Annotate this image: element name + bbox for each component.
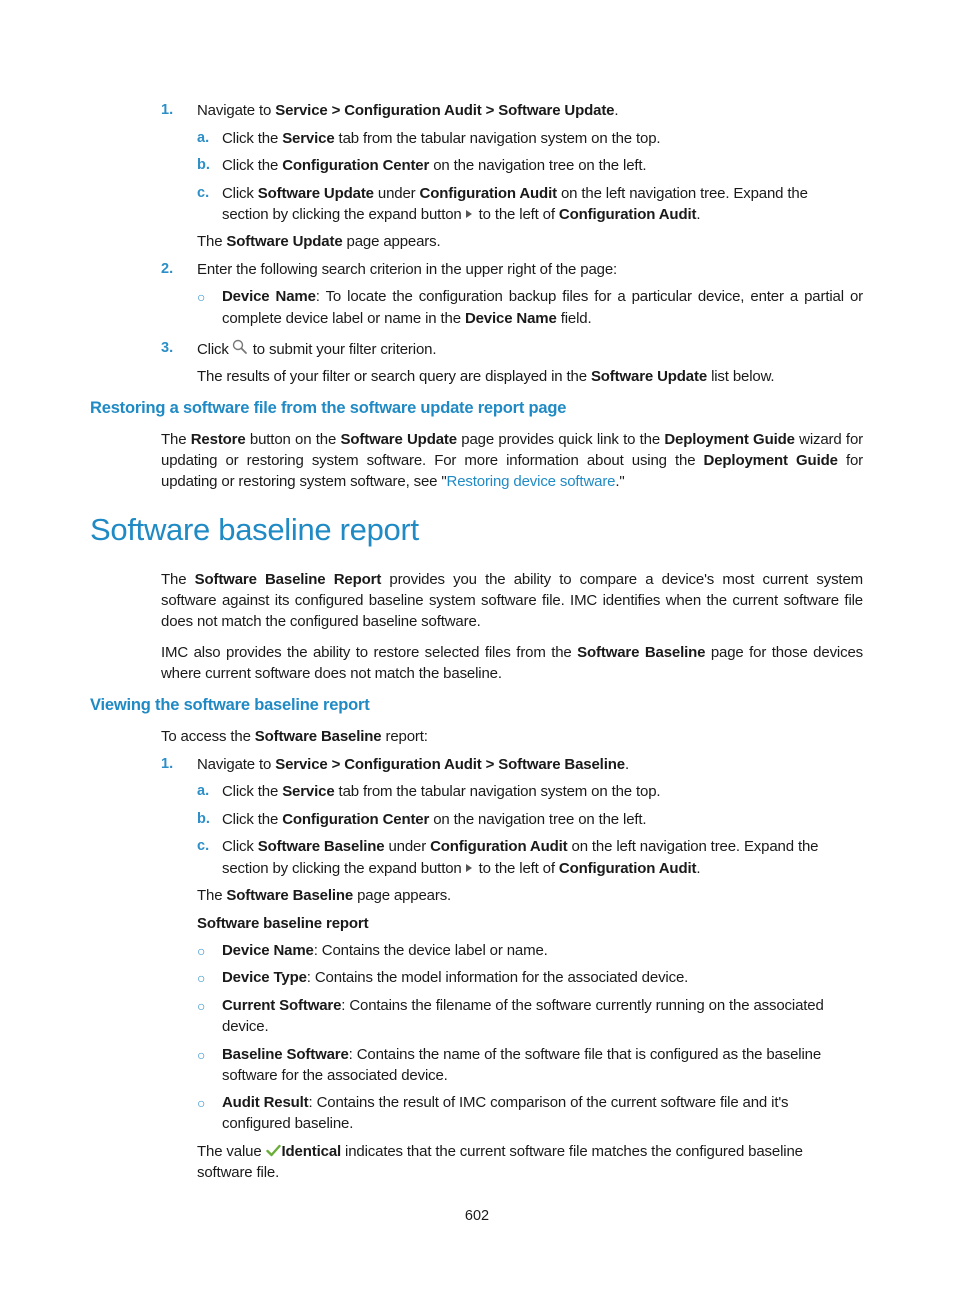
report-title: Software baseline report — [197, 915, 369, 932]
substep-text: section by clicking the expand button to the left of Configuration Audit. — [222, 860, 701, 877]
bullet-marker: ○ — [197, 289, 206, 305]
bullet-text: complete device label or name in the Device Name field. — [222, 310, 592, 327]
bullet-text: Audit Result: Contains the result of IMC comparison of the current software file and it's — [222, 1094, 789, 1111]
substep-text: Click Software Baseline under Configuration Audit on the left navigation tree. Expand the — [222, 838, 819, 855]
step-text: Navigate to Service > Configuration Audit > Software Baseline. — [197, 756, 629, 773]
bullet-text: software for the associated device. — [222, 1067, 448, 1084]
result-text: The results of your filter or search query are displayed in the Software Update list below. — [197, 368, 775, 385]
step-text: Navigate to Service > Configuration Audit > Software Update. — [197, 102, 619, 119]
section-heading: Restoring a software file from the software update report page — [90, 399, 567, 417]
paragraph-line: The value Identical indicates that the current software file matches the configured baseline — [197, 1143, 803, 1160]
paragraph-line: To access the Software Baseline report: — [161, 728, 428, 745]
bullet-text: Baseline Software: Contains the name of the software file that is configured as the baseline — [222, 1046, 822, 1063]
restoring-device-software-link[interactable]: Restoring device software — [446, 473, 616, 490]
substep-text: Click the Service tab from the tabular navigation system on the top. — [222, 130, 661, 147]
bullet-text: configured baseline. — [222, 1115, 354, 1132]
checkmark-icon — [266, 1144, 281, 1157]
step-number: 1. — [161, 756, 174, 772]
bullet-text: Device Type: Contains the model information for the associated device. — [222, 969, 689, 986]
page-number: 602 — [464, 1208, 490, 1224]
substep-letter: b. — [197, 157, 210, 173]
paragraph-line: software file. — [197, 1164, 280, 1181]
substep-text: section by clicking the expand button to the left of Configuration Audit. — [222, 206, 701, 223]
bullet-marker: ○ — [197, 1047, 206, 1063]
substep-letter: b. — [197, 811, 210, 827]
paragraph-line: does not match the configured baseline software. — [161, 613, 481, 630]
section-heading: Viewing the software baseline report — [90, 696, 370, 714]
paragraph-line: software against its configured baseline system software file. IMC identifies when the current software file — [161, 592, 863, 609]
search-icon — [231, 338, 249, 356]
paragraph-line: IMC also provides the ability to restore selected files from the Software Baseline page for those devices — [161, 644, 863, 661]
step-text: Click to submit your filter criterion. — [197, 338, 436, 360]
paragraph-line: The Restore button on the Software Update page provides quick link to the Deployment Guide wizard for — [161, 431, 863, 448]
substep-letter: a. — [197, 130, 210, 146]
paragraph-line: updating or restoring system software, see "Restoring device software." — [161, 473, 625, 490]
bullet-marker: ○ — [197, 970, 206, 986]
step-number: 3. — [161, 340, 174, 356]
paragraph-line: updating or restoring system software. For more information about using the Deployment Guide for — [161, 452, 863, 469]
substep-letter: c. — [197, 185, 210, 201]
step-number: 2. — [161, 261, 174, 277]
expand-arrow-icon — [466, 864, 472, 872]
step-number: 1. — [161, 102, 174, 118]
substep-text: Click the Service tab from the tabular navigation system on the top. — [222, 783, 661, 800]
substep-text: Click Software Update under Configuration Audit on the left navigation tree. Expand the — [222, 185, 808, 202]
expand-arrow-icon — [466, 210, 472, 218]
substep-text: Click the Configuration Center on the navigation tree on the left. — [222, 157, 647, 174]
substep-letter: c. — [197, 838, 210, 854]
bullet-text: Device Name: To locate the configuration backup files for a particular device, enter a partial or — [222, 288, 863, 305]
substep-letter: a. — [197, 783, 210, 799]
result-text: The Software Baseline page appears. — [197, 887, 452, 904]
bullet-marker: ○ — [197, 998, 206, 1014]
bullet-text: device. — [222, 1018, 269, 1035]
chapter-heading: Software baseline report — [90, 512, 419, 547]
substep-text: Click the Configuration Center on the navigation tree on the left. — [222, 811, 647, 828]
bullet-marker: ○ — [197, 943, 206, 959]
bullet-text: Device Name: Contains the device label or name. — [222, 942, 548, 959]
bullet-marker: ○ — [197, 1095, 206, 1111]
bullet-text: Current Software: Contains the filename of the software currently running on the associated — [222, 997, 824, 1014]
result-text: The Software Update page appears. — [197, 233, 441, 250]
paragraph-line: The Software Baseline Report provides you the ability to compare a device's most current system — [161, 571, 863, 588]
paragraph-line: where current software does not match the baseline. — [161, 665, 502, 682]
step-text: Enter the following search criterion in the upper right of the page: — [197, 261, 618, 278]
